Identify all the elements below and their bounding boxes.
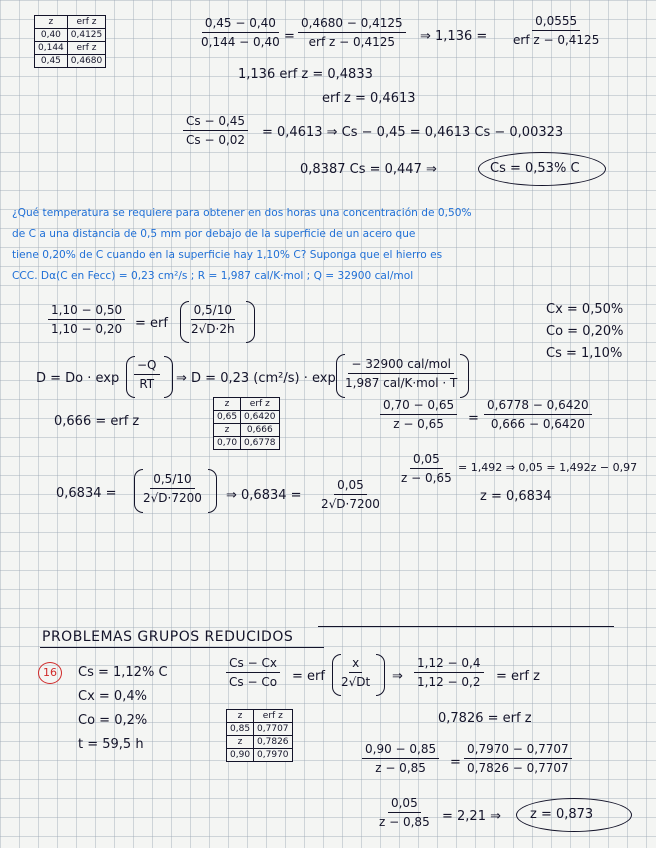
statement-line: de C a una distancia de 0,5 mm por debajo de la superficie de un acero que — [12, 228, 416, 240]
erf-table-cell: 0,4125 — [67, 29, 106, 42]
interp-fraction-z2 — [484, 398, 592, 431]
fraction-numerator: 0,05 — [334, 478, 367, 495]
value-fraction — [414, 656, 484, 689]
erf-table-header: z — [214, 398, 241, 411]
fraction-numerator: 0,4680 − 0,4125 — [298, 16, 406, 33]
given-time: t = 59,5 h — [78, 737, 144, 752]
implies-arrow: ⇒ — [392, 669, 403, 684]
erf-table-2 — [213, 397, 280, 450]
equation-line: erf z = 0,4613 — [322, 91, 416, 106]
conc-fraction — [226, 656, 280, 689]
fraction-numerator: x — [349, 656, 362, 673]
equation-line: 0,6834 = — [56, 486, 117, 501]
fraction-denominator: 2√D·7200 — [143, 491, 202, 505]
erf-table-header: z — [227, 710, 254, 723]
answer-z: z = 0,873 — [530, 807, 594, 822]
fraction-denominator: erf z − 0,4125 — [513, 33, 600, 47]
interp-fraction-2 — [298, 16, 406, 49]
equation-line: = 1,492 ⇒ 0,05 = 1,492z − 0,97 — [458, 461, 638, 474]
erf-table-cell: 0,144 — [35, 42, 68, 55]
erf-table-cell: 0,40 — [35, 29, 68, 42]
fraction-denominator: Cs − Co — [229, 675, 278, 689]
erf-table-cell: 0,90 — [227, 749, 254, 762]
interp-fraction-3 — [510, 14, 602, 47]
interp-fraction-1 — [198, 16, 283, 49]
conc-fraction — [48, 303, 125, 336]
q-rt-fraction — [134, 358, 160, 391]
right-paren — [376, 654, 385, 696]
erf-label: = erf — [135, 316, 168, 331]
erf-table-cell: 0,7826 — [254, 736, 293, 749]
erf-value-line: 0,666 = erf z — [54, 414, 140, 429]
depth-fraction-2 — [318, 478, 383, 511]
erf-table-cell: erf z — [67, 42, 106, 55]
problem-statement — [12, 203, 652, 287]
fraction-numerator: 1,12 − 0,4 — [414, 656, 484, 673]
fraction-numerator: −Q — [134, 358, 160, 375]
erf-table-3 — [226, 709, 293, 762]
statement-line: tiene 0,20% de C cuando en la superficie hay 1,10% C? Suponga que el hierro es — [12, 249, 443, 261]
fraction-numerator: 0,45 − 0,40 — [202, 16, 279, 33]
fraction-numerator: 0,05 — [388, 796, 421, 813]
activation-fraction — [342, 357, 460, 390]
erf-table-header: erf z — [67, 16, 106, 29]
equation-line: 1,136 erf z = 0,4833 — [238, 67, 373, 82]
erf-table-header: erf z — [254, 710, 293, 723]
section-title: PROBLEMAS GRUPOS REDUCIDOS — [42, 629, 294, 645]
equation-line: 0,8387 Cs = 0,447 ⇒ — [300, 162, 437, 177]
given-cs: Cs = 1,10% — [546, 346, 623, 361]
erf-table-cell: 0,4680 — [67, 55, 106, 68]
fraction-denominator: 2√D·2h — [191, 322, 235, 336]
fraction-denominator: z − 0,85 — [375, 761, 426, 775]
erf-value-line: 0,7826 = erf z — [438, 711, 532, 726]
erf-table-cell: 0,70 — [214, 437, 241, 450]
interp-fraction-z3 — [376, 796, 433, 829]
given-co: Co = 0,2% — [78, 713, 148, 728]
erf-table-cell: z — [214, 424, 241, 437]
given-cs: Cs = 1,12% C — [78, 665, 168, 680]
interp-fraction-z3 — [398, 452, 455, 485]
fraction-numerator: 0,5/10 — [150, 472, 194, 489]
equation-line: = 2,21 ⇒ — [442, 809, 501, 824]
fraction-numerator: 0,7970 − 0,7707 — [464, 742, 572, 759]
erf-table-cell: 0,45 — [35, 55, 68, 68]
interp-fraction-z2 — [464, 742, 572, 775]
right-paren — [208, 469, 217, 513]
erf-table-1 — [34, 15, 106, 68]
erf-table-cell: z — [227, 736, 254, 749]
cs-fraction — [183, 114, 248, 147]
erf-label: = erf — [292, 669, 325, 684]
depth-fraction — [140, 472, 205, 505]
erf-table-cell: 0,666 — [241, 424, 280, 437]
erf-table-cell: 0,6778 — [241, 437, 280, 450]
fraction-denominator: 0,666 − 0,6420 — [490, 417, 585, 431]
section-divider — [318, 626, 614, 627]
statement-line: ¿Qué temperatura se requiere para obtener en dos horas una concentración de 0,50% — [12, 207, 472, 219]
fraction-denominator: 2√Dt — [341, 675, 371, 689]
erf-arg-fraction — [338, 656, 373, 689]
fraction-denominator: z − 0,65 — [393, 417, 444, 431]
fraction-numerator: 0,05 — [410, 452, 443, 469]
fraction-numerator: 1,10 − 0,50 — [48, 303, 125, 320]
erf-table-cell: 0,65 — [214, 411, 241, 424]
diffusion-eq: D = Do · exp — [36, 371, 120, 386]
result-1136: ⇒ 1,136 = — [420, 29, 488, 44]
statement-line: CCC. Dα(C en Fecc) = 0,23 cm²/s ; R = 1,987 cal/K·mol ; Q = 32900 cal/mol — [12, 270, 414, 282]
problem-number: 16 — [43, 666, 57, 679]
equals-sign: = — [468, 411, 479, 426]
equation-line: = erf z — [496, 669, 540, 684]
fraction-denominator: 0,144 − 0,40 — [201, 35, 280, 49]
given-cx: Cx = 0,50% — [546, 302, 624, 317]
diffusion-eq: ⇒ D = 0,23 (cm²/s) · exp — [176, 371, 336, 386]
fraction-numerator: Cs − 0,45 — [183, 114, 248, 131]
fraction-denominator: 1,987 cal/K·mol · T — [345, 376, 458, 390]
fraction-numerator: 0,5/10 — [191, 303, 235, 320]
erf-table-header: erf z — [241, 398, 280, 411]
erf-table-cell: 0,7970 — [254, 749, 293, 762]
equation-line: ⇒ 0,6834 = — [226, 488, 302, 503]
section-underline — [40, 647, 324, 648]
fraction-numerator: 0,6778 − 0,6420 — [484, 398, 592, 415]
fraction-numerator: − 32900 cal/mol — [348, 357, 454, 374]
erf-table-cell: 0,6420 — [241, 411, 280, 424]
equals-sign: = — [450, 755, 461, 770]
interp-fraction-z1 — [362, 742, 439, 775]
fraction-denominator: z − 0,85 — [379, 815, 430, 829]
fraction-numerator: Cs − Cx — [226, 656, 280, 673]
fraction-denominator: erf z − 0,4125 — [308, 35, 395, 49]
erf-table-cell: 0,7707 — [254, 723, 293, 736]
equation-line: = 0,4613 ⇒ Cs − 0,45 = 0,4613 Cs − 0,00323 — [262, 125, 564, 140]
fraction-denominator: 1,10 − 0,20 — [51, 322, 123, 336]
given-cx: Cx = 0,4% — [78, 689, 147, 704]
given-co: Co = 0,20% — [546, 324, 624, 339]
answer-cs: Cs = 0,53% C — [490, 161, 580, 176]
fraction-denominator: 1,12 − 0,2 — [417, 675, 481, 689]
fraction-numerator: 0,0555 — [532, 14, 580, 31]
erf-table-header: z — [35, 16, 68, 29]
interp-fraction-z1 — [380, 398, 457, 431]
fraction-denominator: RT — [139, 377, 155, 391]
fraction-numerator: 0,90 − 0,85 — [362, 742, 439, 759]
right-paren — [246, 301, 255, 343]
fraction-denominator: Cs − 0,02 — [186, 133, 246, 147]
fraction-numerator: 0,70 − 0,65 — [380, 398, 457, 415]
fraction-denominator: 2√D·7200 — [321, 497, 380, 511]
erf-arg-fraction — [188, 303, 238, 336]
erf-table-cell: 0,85 — [227, 723, 254, 736]
right-paren — [460, 354, 469, 398]
right-paren — [164, 356, 173, 398]
fraction-denominator: 0,7826 − 0,7707 — [467, 761, 569, 775]
z-result: z = 0,6834 — [480, 489, 552, 504]
equals-sign: = — [284, 29, 295, 44]
fraction-denominator: z − 0,65 — [401, 471, 452, 485]
